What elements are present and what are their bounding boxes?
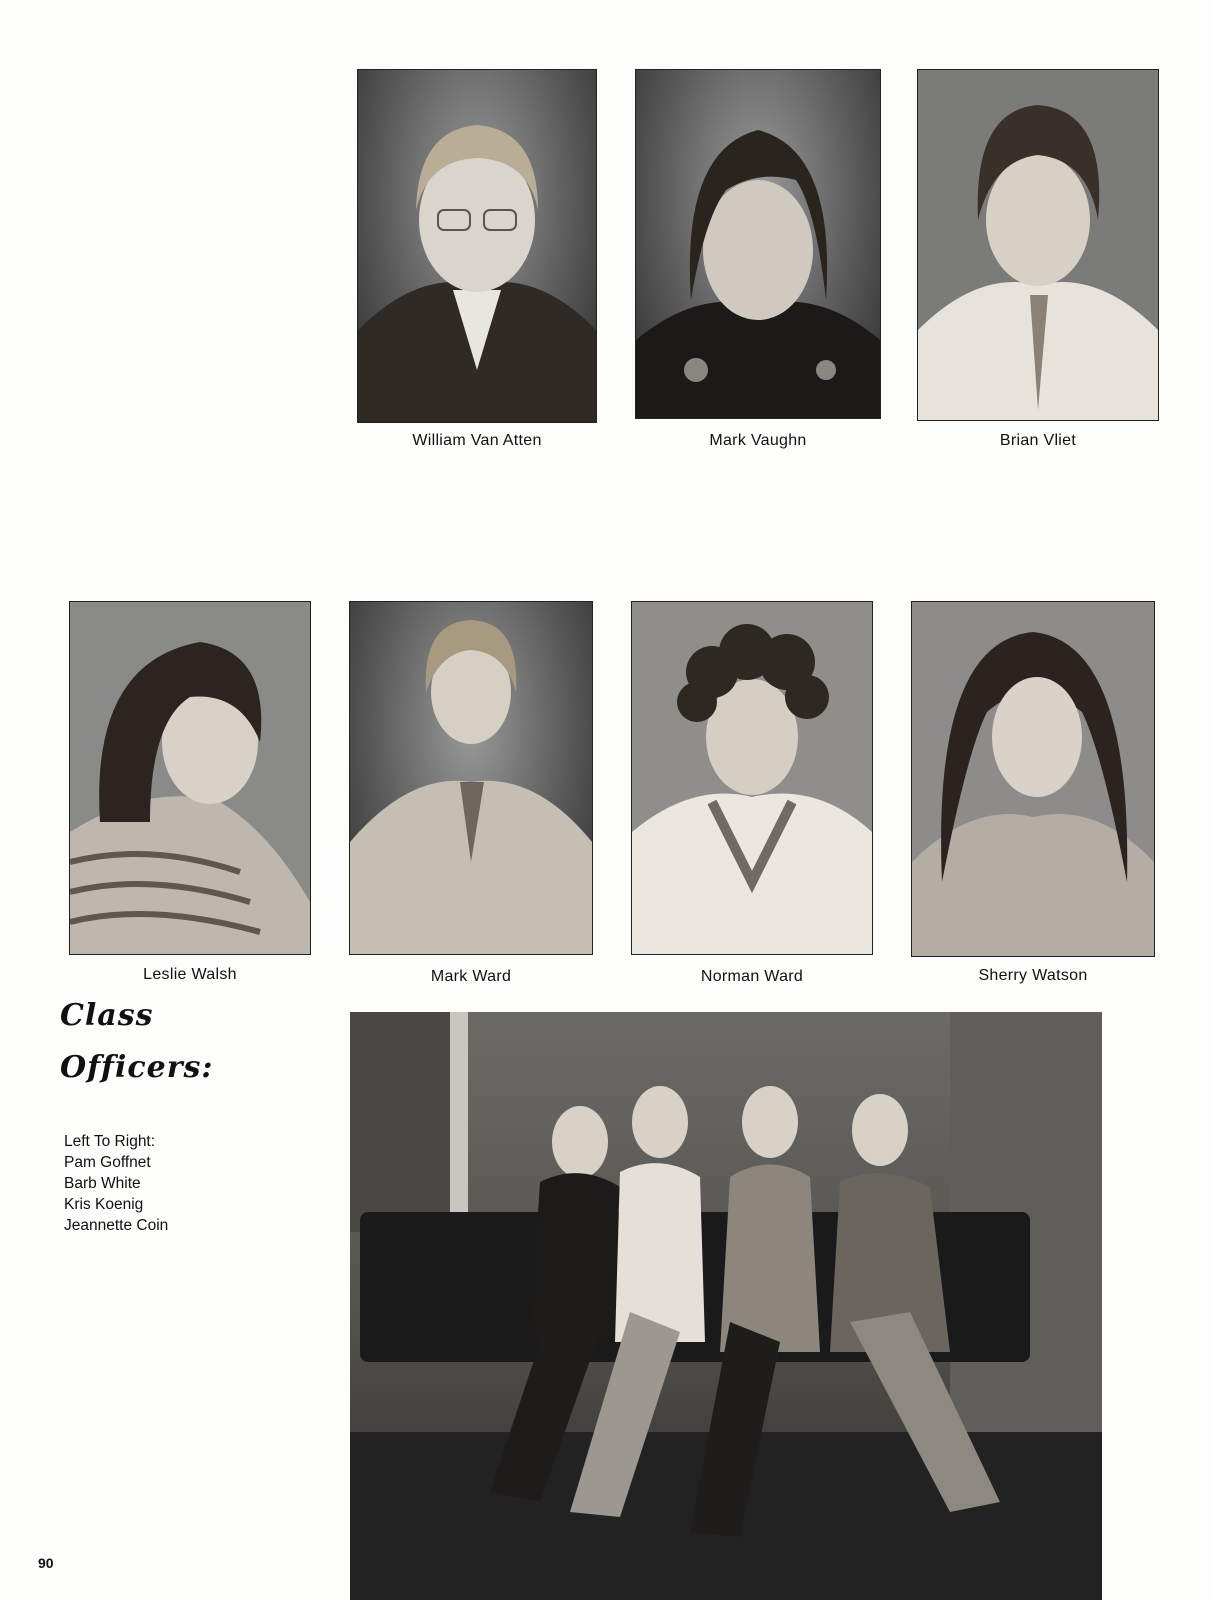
portrait-mark-vaughn	[636, 70, 880, 418]
portrait-norman-ward	[632, 602, 872, 954]
portrait-sherry-watson	[912, 602, 1154, 956]
page-number: 90	[38, 1555, 54, 1571]
caption-norman-ward: Norman Ward	[700, 968, 804, 985]
officer-name: Jeannette Coin	[64, 1217, 169, 1234]
caption-william-van-atten: William Van Atten	[412, 432, 542, 449]
officer-name: Kris Koenig	[64, 1196, 144, 1213]
portrait-brian-vliet	[918, 70, 1158, 420]
caption-mark-vaughn: Mark Vaughn	[709, 432, 807, 449]
caption-brian-vliet: Brian Vliet	[999, 432, 1077, 449]
officers-intro: Left To Right:	[64, 1133, 156, 1150]
portrait-william-van-atten	[358, 70, 596, 422]
class-officers-heading-line1: Class	[60, 998, 154, 1033]
officer-name: Pam Goffnet	[64, 1154, 151, 1171]
class-officers-group-photo	[350, 1012, 1102, 1600]
portrait-mark-ward	[350, 602, 592, 954]
officer-name: Barb White	[64, 1175, 141, 1192]
class-officers-heading-line2: Officers:	[60, 1050, 214, 1085]
portrait-leslie-walsh	[70, 602, 310, 954]
caption-leslie-walsh: Leslie Walsh	[143, 966, 237, 983]
caption-sherry-watson: Sherry Watson	[978, 967, 1088, 984]
caption-mark-ward: Mark Ward	[430, 968, 512, 985]
class-officers-list	[64, 1131, 168, 1236]
